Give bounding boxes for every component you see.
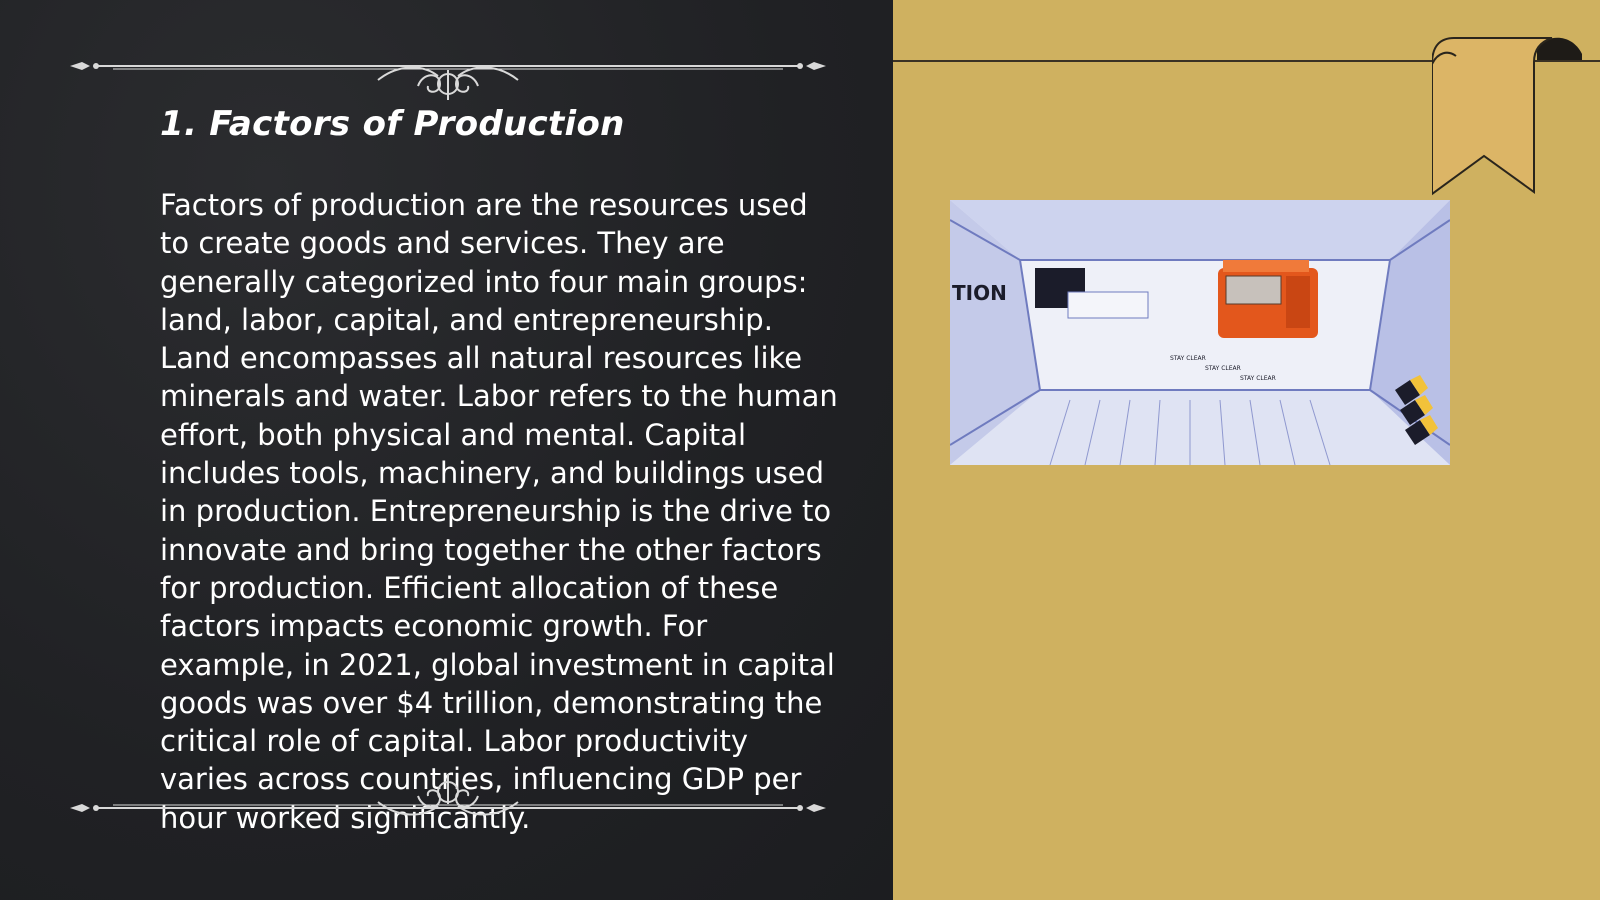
crate-label-3: STAY CLEAR xyxy=(1240,375,1276,382)
slide-title: 1. Factors of Production xyxy=(160,104,625,144)
wall-label-text: TION xyxy=(952,281,1007,305)
crate-label-1: STAY CLEAR xyxy=(1170,355,1206,362)
top-ornament-divider xyxy=(68,42,828,102)
spaceship-corridor-image xyxy=(950,200,1450,465)
corridor-illustration xyxy=(950,200,1450,465)
bottom-ornament-divider xyxy=(68,772,828,832)
slide-body-text: Factors of production are the resources used to create goods and services. They are generally categorized into four main groups: land, labor, capital, and entrepreneurship. Land encompasses all natural resources like minerals and water. Labor refers to the human effort, both physical and mental. Capital includes tools, machinery, and buildings used in production. Entrepreneurship is the drive to innovate and bring together the other factors for production. Efficient allocation of these factors impacts economic growth. For example, in 2021, global investment in capital goods was over $4 trillion, demonstrating the critical role of capital. Labor productivity varies across countries, influencing GDP per hour worked significantly. xyxy=(160,188,838,835)
bookmark-ribbon-icon xyxy=(1432,36,1592,200)
crate-label-2: STAY CLEAR xyxy=(1205,365,1241,372)
